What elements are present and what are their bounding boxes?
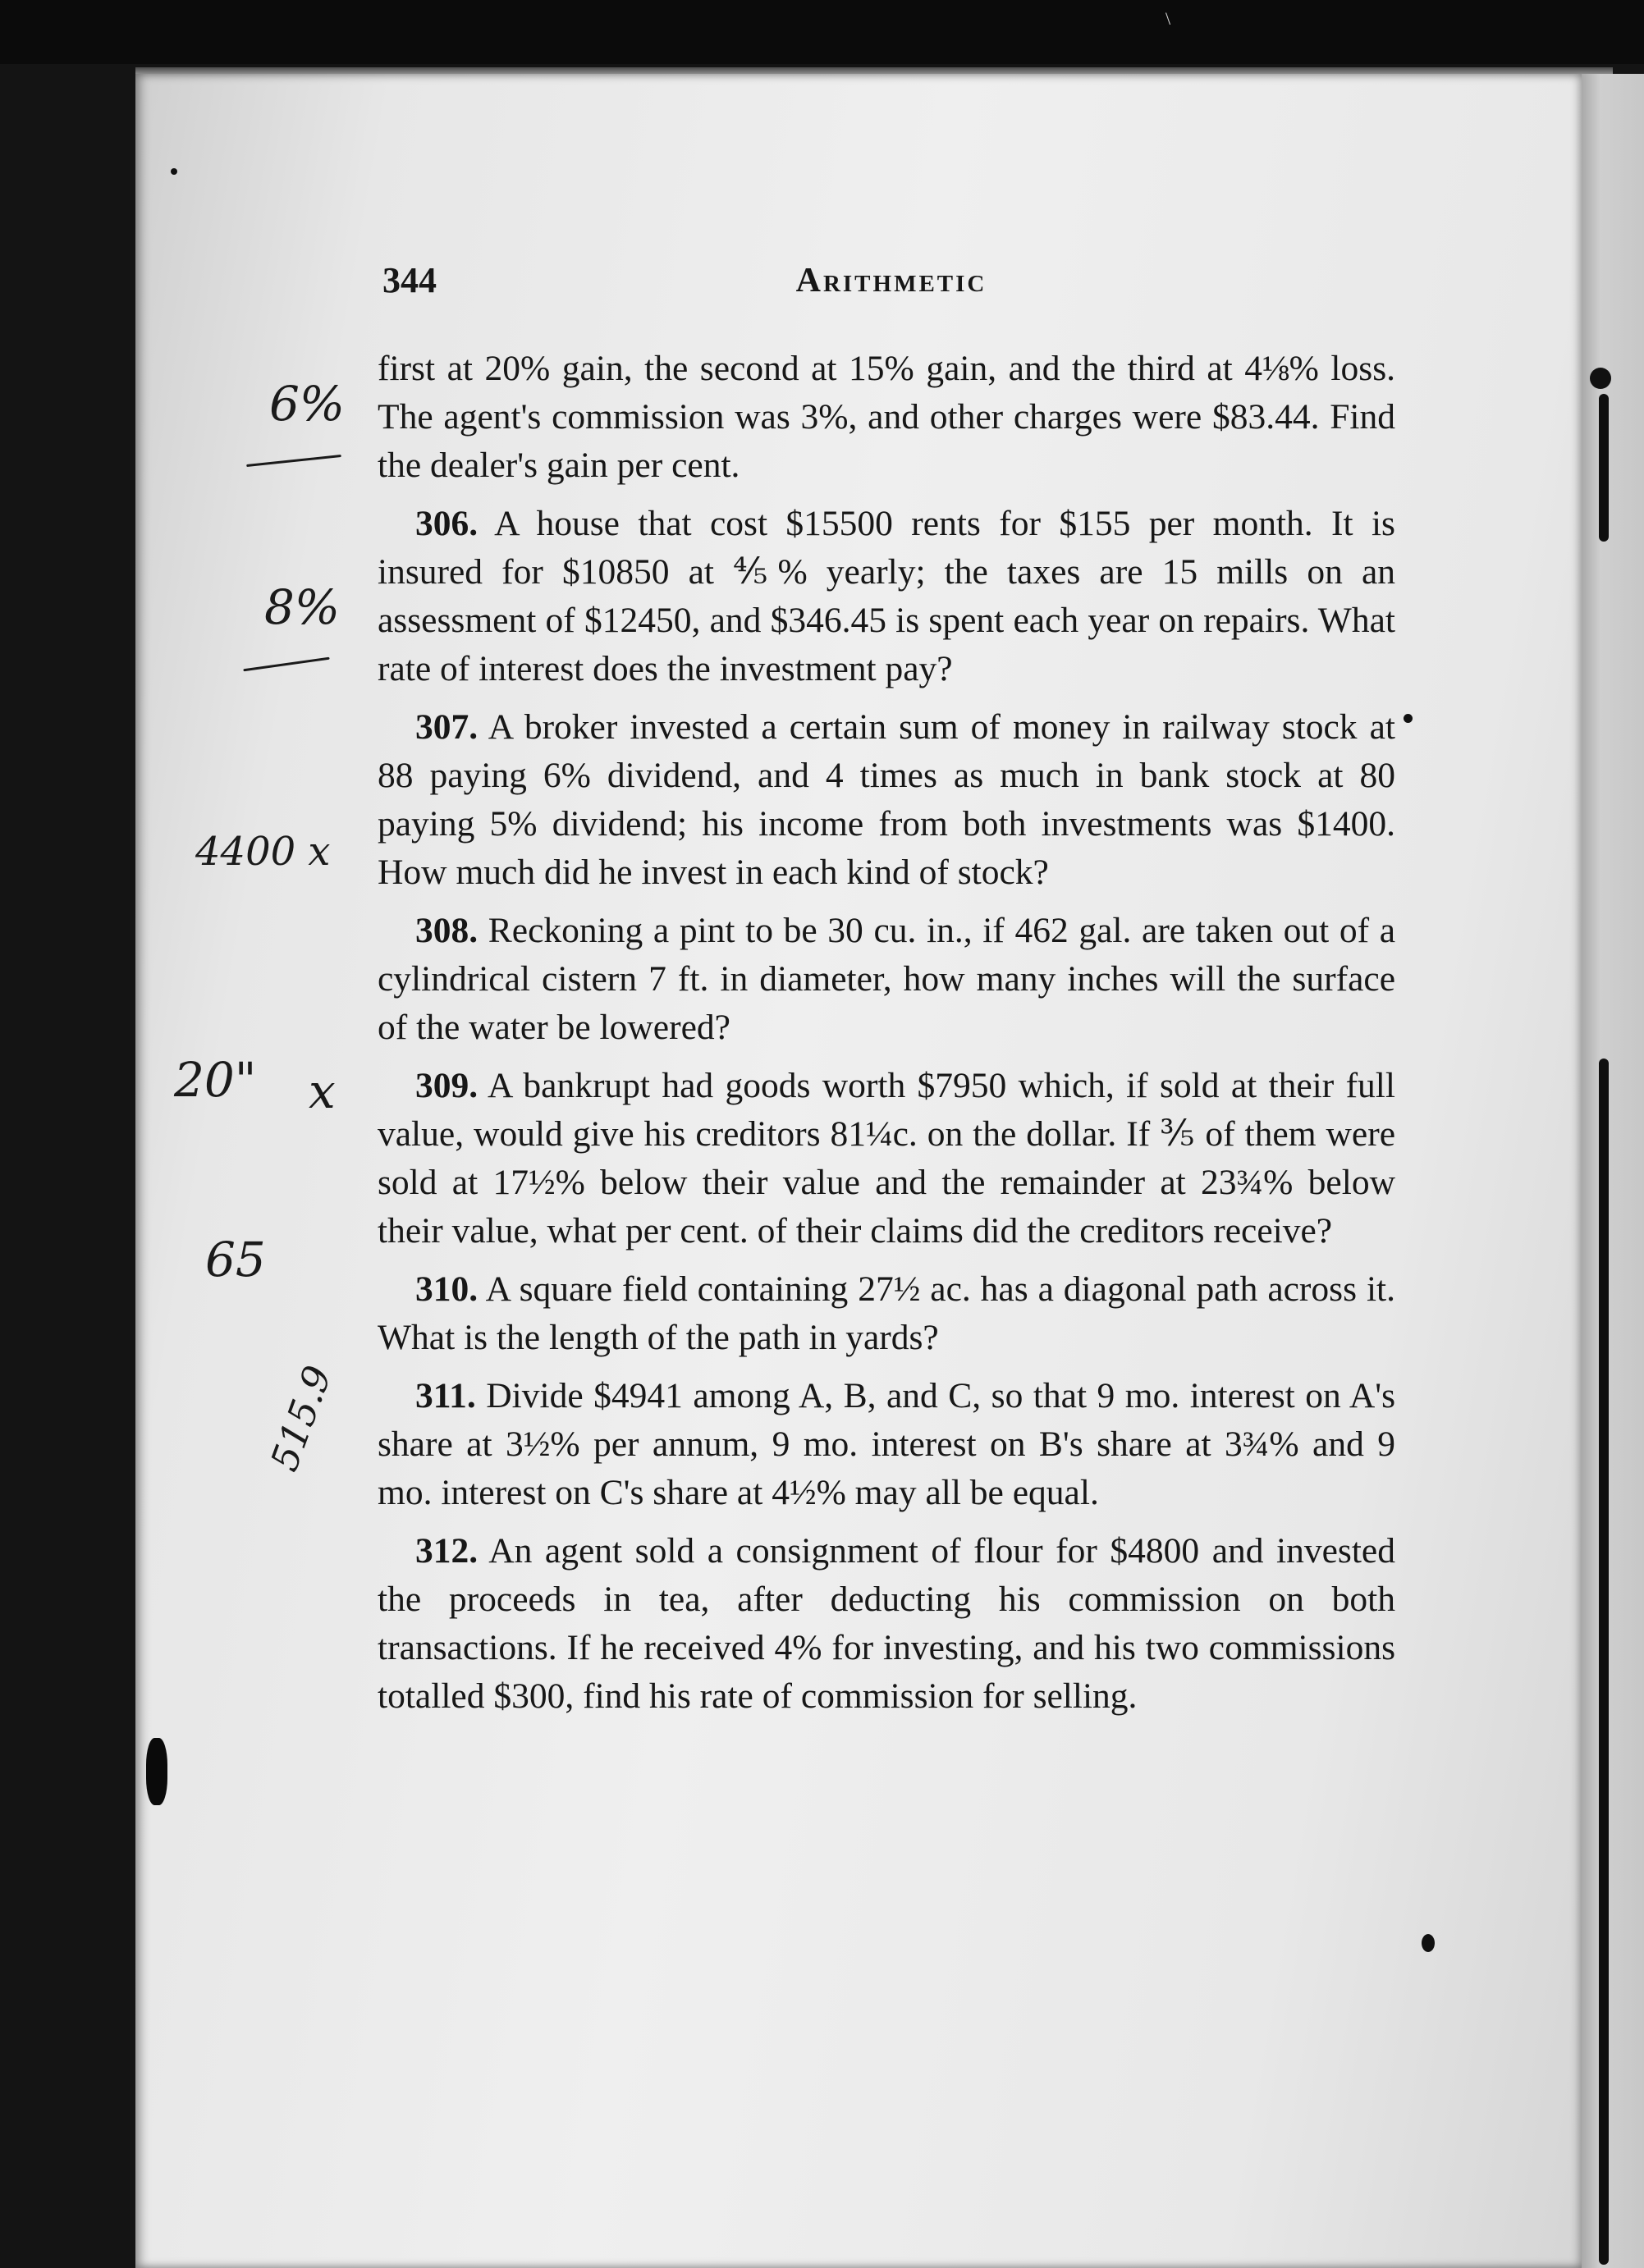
problem-number: 308. [415, 911, 479, 950]
right-binding-mark [1599, 394, 1609, 542]
stray-ink-dot [1422, 1934, 1435, 1952]
margin-note: 65 [205, 1232, 266, 1287]
running-head: Arithmetic [795, 262, 987, 300]
margin-note: 515.9 [261, 1360, 341, 1477]
scan-mark: \ [1165, 8, 1171, 29]
problem-309 [378, 1062, 1395, 1255]
problem-306 [378, 500, 1395, 693]
problem-text: Divide $4941 among A, B, and C, so that 9 mo. interest on A's share at 3½% per annum, 9 mo. interest on B's share at 3¾% and 9 mo. interest on C's share at 4½% may all be equal. [378, 1376, 1396, 1512]
problem-number: 312. [415, 1531, 479, 1571]
problem-number: 311. [415, 1376, 476, 1415]
margin-note: 20" [174, 1052, 257, 1108]
problem-number: 307. [415, 707, 479, 747]
problem-number: 310. [415, 1269, 479, 1309]
problem-text: An agent sold a consignment of flour for $4800 and invested the proceeds in tea, after deducting his commission on both transactions. If he received 4% for investing, and his two commissions totalled $300, find his rate of commission for selling. [378, 1531, 1395, 1716]
problem-text: A bankrupt had goods worth $7950 which, if sold at their full value, would give his creditors 81¼c. on the dollar. If ⅗ of them were sold at 17½% below their value and the remainder at 23¾% below their value, what per cent. of their claims did the creditors receive? [378, 1066, 1395, 1251]
stray-ink-dot [171, 168, 177, 175]
scan-top-border [0, 0, 1644, 64]
right-gutter-shadow [1582, 74, 1644, 2268]
problem-number: 306. [415, 504, 479, 543]
margin-note: 4400 x [195, 829, 331, 875]
problem-311 [378, 1372, 1395, 1517]
right-ink-blot [1590, 368, 1611, 389]
problem-307 [378, 703, 1395, 897]
problem-number: 309. [415, 1066, 479, 1105]
page-body [378, 345, 1395, 1731]
problem-310 [378, 1265, 1395, 1362]
margin-note: 8% [264, 579, 341, 635]
problem-continuation: first at 20% gain, the second at 15% gain, and the third at 4⅛% loss. The agent's commission was 3%, and other charges were $83.44. Find the dealer's gain per cent. [378, 349, 1395, 485]
page-number: 344 [382, 260, 437, 300]
problem-312 [378, 1527, 1395, 1721]
problem-text: A broker invested a certain sum of money in railway stock at 88 paying 6% dividend, and 4 times as much in bank stock at 80 paying 5% dividend; his income from both investments was $1400. How much did he invest in each kind of stock? [378, 707, 1395, 892]
right-binding-edge [1599, 1059, 1609, 2265]
stray-ink-dot [1404, 714, 1413, 723]
margin-note: 6% [269, 376, 346, 432]
problem-308 [378, 907, 1395, 1052]
margin-note: x [309, 1063, 336, 1119]
problem-text: A square field containing 27½ ac. has a diagonal path across it. What is the length of the path in yards? [378, 1269, 1395, 1357]
problem-text: Reckoning a pint to be 30 cu. in., if 462 gal. are taken out of a cylindrical cistern 7 ft. in diameter, how many inches will the surface of the water be lowered? [378, 911, 1395, 1047]
problem-text: A house that cost $15500 rents for $155 per month. It is insured for $10850 at ⅘% yearly; the taxes are 15 mills on an assessment of $12450, and $346.45 is spent each year on repairs. What rate of interest does the investment pay? [378, 504, 1395, 688]
left-ink-blot [146, 1738, 167, 1805]
page-header [382, 256, 1400, 305]
